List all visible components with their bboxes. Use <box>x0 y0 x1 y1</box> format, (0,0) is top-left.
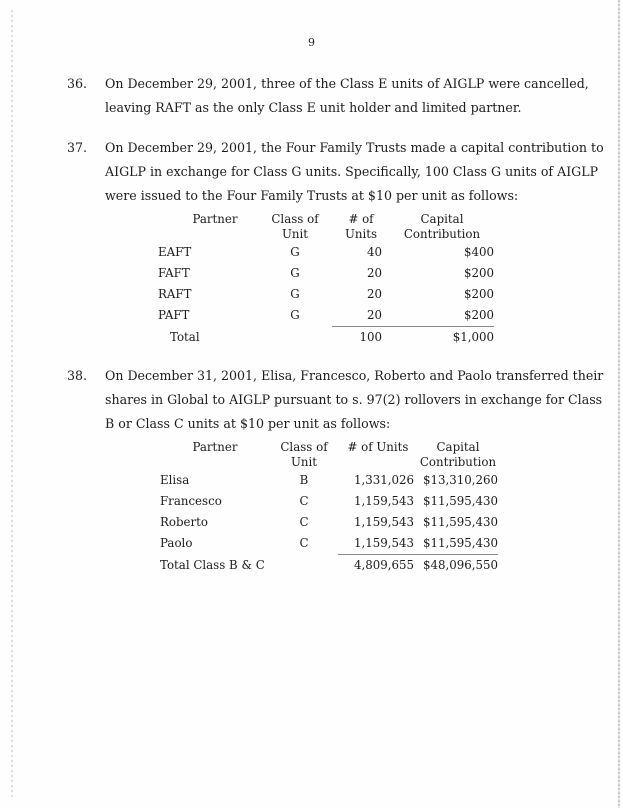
cell-partner: Paolo <box>160 536 193 551</box>
scan-edge-left <box>11 10 13 800</box>
paragraph-text <box>105 364 604 436</box>
cell-class: G <box>290 245 300 259</box>
cell-class: B <box>299 473 309 487</box>
cell-capital: $400 <box>463 245 494 259</box>
cell-partner: Roberto <box>160 515 208 529</box>
cell-capital: $11,595,430 <box>422 494 498 508</box>
paragraph-line: AIGLP in exchange for Class G units. Specifically, 100 Class G units of AIGLP <box>105 164 599 179</box>
table-row <box>160 470 498 491</box>
header-capital-contribution: Capital Contribution <box>419 440 497 469</box>
paragraph-36 <box>67 72 589 120</box>
cell-total-capital: $1,000 <box>390 327 494 349</box>
paragraph-line: shares in Global to AIGLP pursuant to s. 97(2) rollovers in exchange for Class <box>105 392 603 407</box>
cell-units: 20 <box>366 266 382 280</box>
cell-partner: RAFT <box>158 287 192 301</box>
paragraph-line: B or Class C units at $10 per unit as follows: <box>105 416 391 431</box>
cell-units: 1,331,026 <box>353 473 414 487</box>
cell-capital: $200 <box>463 266 494 280</box>
table-row <box>158 263 494 284</box>
cell-capital: $200 <box>463 287 494 301</box>
cell-class: C <box>299 536 309 551</box>
cell-partner: FAFT <box>158 266 190 280</box>
cell-class: C <box>299 515 309 529</box>
header-partner: Partner <box>192 212 238 226</box>
scan-edge-right <box>618 0 620 808</box>
cell-total-units: 4,809,655 <box>338 555 418 577</box>
table-header-row <box>158 212 494 242</box>
table-row <box>158 242 494 263</box>
paragraph-line: On December 29, 2001, the Four Family Trusts made a capital contribution to <box>105 140 604 155</box>
cell-partner: PAFT <box>158 308 190 323</box>
header-partner: Partner <box>192 440 238 454</box>
table-row <box>160 491 498 512</box>
cell-class: G <box>290 287 300 301</box>
paragraph-line: On December 29, 2001, three of the Class E units of AIGLP were cancelled, <box>105 76 589 91</box>
paragraph-number: 38. <box>67 368 88 383</box>
paragraph-line: On December 31, 2001, Elisa, Francesco, Roberto and Paolo transferred their <box>105 368 604 383</box>
paragraph-number: 36. <box>67 76 88 91</box>
header-units: # of Units <box>347 440 409 454</box>
table-row <box>158 284 494 305</box>
paragraph-text <box>105 72 589 120</box>
cell-total-units: 100 <box>332 327 390 349</box>
class-bc-units-table <box>160 440 498 576</box>
cell-units: 1,159,543 <box>353 515 414 529</box>
cell-capital: $200 <box>463 308 494 322</box>
cell-units: 20 <box>366 287 382 301</box>
page-number: 9 <box>308 36 315 49</box>
header-class-of-unit: Class of Unit <box>280 440 328 469</box>
cell-capital: $11,595,430 <box>422 515 498 529</box>
cell-units: 1,159,543 <box>353 536 414 550</box>
cell-capital: $13,310,260 <box>422 473 498 487</box>
paragraph-37 <box>67 136 604 208</box>
cell-units: 1,159,543 <box>353 494 414 508</box>
cell-total-label: Total <box>170 329 200 344</box>
paragraph-number: 37. <box>67 140 88 155</box>
cell-class: G <box>290 308 300 323</box>
cell-partner: Francesco <box>160 494 222 508</box>
header-units: # of Units <box>344 212 378 241</box>
table-row <box>160 533 498 555</box>
table-total-row <box>160 555 498 577</box>
table-header-row <box>160 440 498 470</box>
table-row <box>158 305 494 327</box>
header-class-of-unit: Class of Unit <box>271 212 319 241</box>
cell-total-label: Total Class B & C <box>160 557 265 572</box>
cell-partner: EAFT <box>158 245 192 259</box>
cell-total-capital: $48,096,550 <box>418 555 498 577</box>
cell-class: G <box>290 266 300 280</box>
paragraph-text <box>105 136 604 208</box>
cell-partner: Elisa <box>160 473 190 487</box>
paragraph-line: leaving RAFT as the only Class E unit holder and limited partner. <box>105 100 522 115</box>
table-total-row <box>158 327 494 349</box>
table-row <box>160 512 498 533</box>
cell-units: 20 <box>366 308 382 322</box>
cell-capital: $11,595,430 <box>422 536 498 550</box>
header-capital-contribution: Capital Contribution <box>403 212 481 241</box>
paragraph-line: were issued to the Four Family Trusts at $10 per unit as follows: <box>105 188 519 203</box>
cell-units: 40 <box>366 245 382 259</box>
class-g-units-table <box>158 212 494 348</box>
cell-class: C <box>299 494 309 508</box>
paragraph-38 <box>67 364 604 436</box>
